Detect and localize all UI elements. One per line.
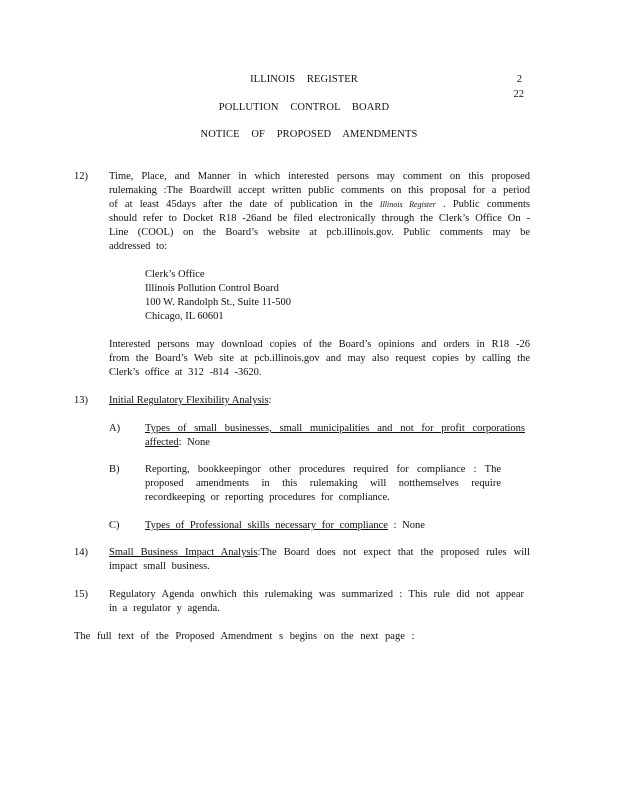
section-13-heading-suffix: : <box>268 395 272 406</box>
closing-line: The full text of the Proposed Amendment s begins on the next page : <box>74 631 415 642</box>
item-c-heading: Types of Professional skills necessary for compliance <box>145 520 388 531</box>
item-a-label: A) <box>109 423 121 434</box>
section-15-text: Regulatory Agenda onwhich this rulemaking was summarized : This rule did not appear in a regulator y agenda. <box>109 589 524 614</box>
register-title: ILLINOIS REGISTER <box>250 74 358 85</box>
section-12-italic: Illinois Register <box>379 200 436 209</box>
item-c-label: C) <box>109 520 120 531</box>
item-b-text: Reporting, bookkeepingor other procedures required for compliance : The proposed amendments in this rulemaking will notthemselves require recordkeeping or reporting procedures for compliance. <box>145 464 501 503</box>
section-14-body: :The Board does not expect that the proposed rules will impact small business. <box>109 547 530 572</box>
address-line: Illinois Pollution Control Board <box>145 283 279 294</box>
section-12-text-a: Time, Place, and Manner in which interested persons may comment on this proposed rulemaking :The Boardwill accept written public comments on this proposal for a period of at least 45days after the date of publication in the <box>109 171 530 210</box>
address-line: Clerk’s Office <box>145 269 205 280</box>
section-12-number: 12) <box>74 171 88 182</box>
section-12-text-b: . Public comments should refer to Docket R18 -26and be filed electronically through the Clerk’s Office On -Line (COOL) on the Board’s website at pcb.illinois.gov. Public comments may be addressed to: <box>109 199 531 252</box>
page-number: 2 <box>516 74 522 85</box>
item-a-text <box>145 422 525 450</box>
download-paragraph: Interested persons may download copies of the Board’s opinions and orders in R18 -26 from the Board’s Web site at pcb.illinois.gov and may also request copies by calling the Clerk’s office at 312 -814 -3620. <box>109 339 530 378</box>
item-a-value: : None <box>178 437 210 448</box>
section-12-text <box>109 170 530 254</box>
clerk-address <box>145 268 291 324</box>
item-c-value: : None <box>393 520 425 531</box>
section-13-number: 13) <box>74 395 88 406</box>
section-14-number: 14) <box>74 547 88 558</box>
section-15-number: 15) <box>74 589 88 600</box>
section-13-heading-text: Initial Regulatory Flexibility Analysis <box>109 395 269 406</box>
agency-title: POLLUTION CONTROL BOARD <box>218 102 390 113</box>
section-14-text <box>109 546 530 574</box>
page-number-sub: 22 <box>513 89 524 100</box>
address-line: 100 W. Randolph St., Suite 11-500 <box>145 297 292 308</box>
item-c-text <box>145 519 425 533</box>
section-13-heading <box>109 394 271 408</box>
notice-title: NOTICE OF PROPOSED AMENDMENTS <box>200 129 418 140</box>
section-14-heading: Small Business Impact Analysis <box>109 547 258 558</box>
item-b-label: B) <box>109 464 120 475</box>
address-line: Chicago, IL 60601 <box>145 311 224 322</box>
item-a-heading: Types of small businesses, small municipalities and not for profit corporations affected <box>145 423 525 448</box>
